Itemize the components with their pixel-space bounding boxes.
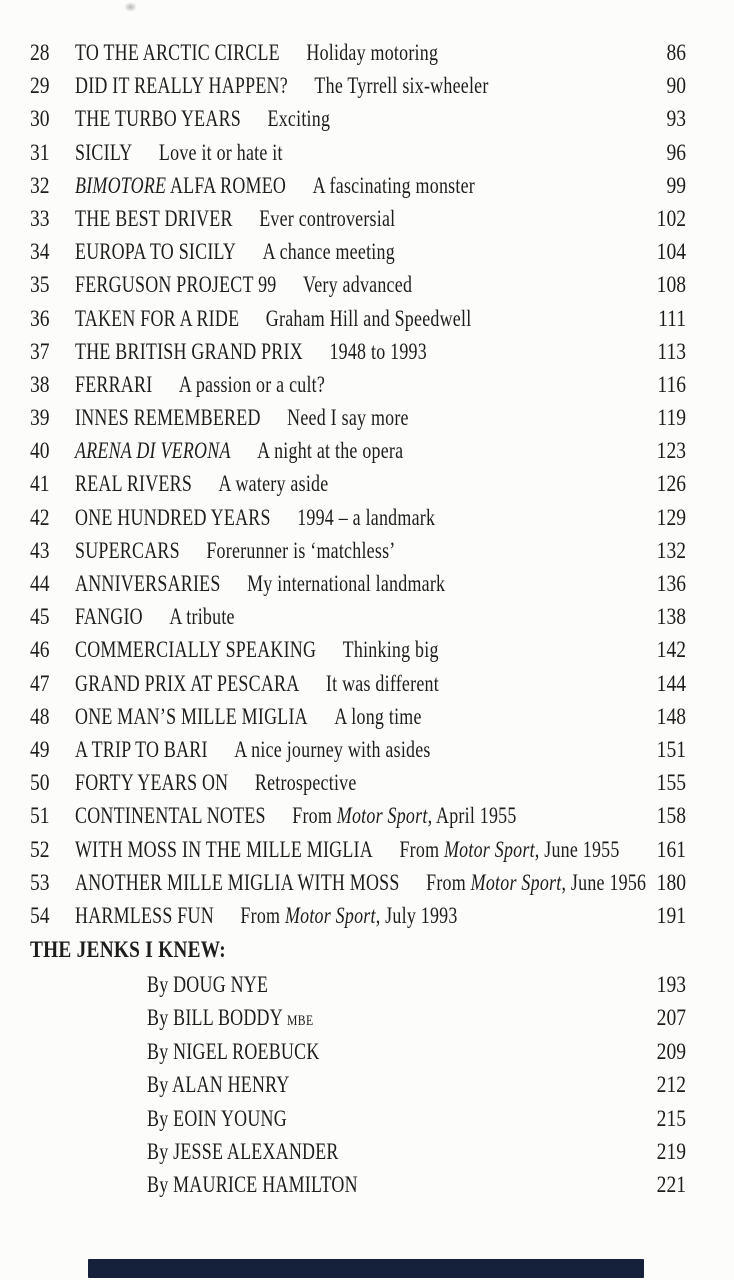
chapter-title: FERRARI (75, 371, 153, 397)
toc-row (30, 368, 686, 401)
toc-row (30, 600, 686, 633)
page-number: 155 (656, 770, 686, 796)
chapter-title: ANNIVERSARIES (75, 571, 221, 596)
chapter-number: 38 (30, 371, 50, 397)
chapter-text (75, 799, 517, 832)
chapter-title: WITH MOSS IN THE MILLE MIGLIA (75, 836, 373, 862)
chapter-title: GRAND PRIX AT PESCARA (75, 670, 300, 696)
toc-row (30, 202, 686, 235)
page-number: 126 (656, 471, 686, 497)
toc-row (30, 501, 686, 534)
chapter-text (75, 69, 513, 102)
toc-row (30, 534, 686, 567)
contributor (30, 1102, 636, 1135)
page-number: 138 (656, 604, 686, 630)
chapter-title: COMMERCIALLY SPEAKING (75, 637, 317, 663)
chapter-title: FANGIO (75, 604, 143, 630)
chapter-number: 29 (30, 73, 50, 99)
chapter-title: DID IT REALLY HAPPEN? (75, 73, 288, 99)
toc-row (30, 401, 686, 434)
page-number: 104 (656, 239, 686, 265)
chapter-title: ONE HUNDRED YEARS (75, 504, 271, 530)
chapter-title: A TRIP TO BARI (75, 736, 208, 762)
page-number: 111 (658, 305, 686, 331)
chapter-number: 34 (30, 239, 50, 265)
chapter-text (75, 899, 513, 932)
chapter-text (75, 36, 513, 69)
contributor-row (30, 1001, 686, 1034)
chapter-subtitle: A chance meeting (262, 239, 395, 265)
contributor-row (30, 1135, 686, 1168)
chapter-number: 37 (30, 338, 50, 364)
chapter-number: 43 (30, 537, 50, 563)
page-number: 113 (657, 338, 686, 364)
chapter-number: 42 (30, 504, 50, 530)
section-heading-row (30, 932, 686, 968)
contributor-name: By JESSE ALEXANDER (147, 1139, 339, 1165)
toc-row (30, 36, 686, 69)
chapter-number: 40 (30, 438, 50, 464)
contributor-row (30, 1068, 686, 1101)
chapter-text (75, 600, 513, 633)
chapter-number: 32 (30, 172, 50, 198)
chapter-number: 33 (30, 205, 50, 231)
contributor (30, 1135, 636, 1168)
chapter-title: CONTINENTAL NOTES (75, 803, 266, 829)
honorific-mbe: MBE (286, 1013, 314, 1030)
chapter-text (75, 866, 647, 899)
chapter-number: 48 (30, 703, 50, 729)
chapter-text (75, 136, 513, 169)
chapter-text (75, 467, 513, 500)
page-number: 158 (656, 803, 686, 829)
toc-row (30, 335, 686, 368)
chapter-subtitle: My international landmark (247, 571, 446, 596)
page-number: 108 (656, 272, 686, 298)
toc-row (30, 899, 686, 932)
chapter-number: 46 (30, 637, 50, 663)
chapter-title: ARENA DI VERONA (75, 438, 231, 464)
chapter-text (75, 633, 513, 666)
chapter-title: FORTY YEARS ON (75, 770, 229, 796)
chapter-subtitle: A passion or a cult? (178, 371, 326, 397)
scan-artifact-bar (88, 1259, 644, 1278)
contributor-row (30, 968, 686, 1001)
toc-row (30, 69, 686, 102)
contributor (30, 1001, 636, 1038)
chapter-subtitle: Retrospective (254, 770, 357, 796)
chapter-title: THE TURBO YEARS (75, 106, 241, 132)
chapter-text (75, 202, 513, 235)
contributor (30, 1035, 636, 1068)
chapter-title: EUROPA TO SICILY (75, 239, 237, 265)
toc-row (30, 136, 686, 169)
toc-row (30, 799, 686, 832)
chapter-text (75, 302, 513, 335)
page-number: 99 (666, 172, 686, 198)
toc-row (30, 766, 686, 799)
chapter-text (75, 567, 513, 600)
contributor-name: By DOUG NYE (147, 972, 269, 998)
chapter-subtitle: From Motor Sport, July 1993 (240, 902, 458, 928)
toc-row (30, 102, 686, 135)
page-number: 123 (656, 438, 686, 464)
chapter-text (75, 235, 513, 268)
page-number: 136 (656, 571, 686, 596)
contributor-row (30, 1168, 686, 1201)
contributor-name: By BILL BODDY MBE (147, 1005, 314, 1031)
chapter-text (75, 335, 513, 368)
chapter-title: TO THE ARCTIC CIRCLE (75, 40, 280, 65)
chapter-title: THE BEST DRIVER (75, 205, 233, 231)
chapter-title: INNES REMEMBERED (75, 405, 261, 431)
chapter-subtitle: Exciting (267, 106, 331, 132)
contributor-name: By ALAN HENRY (147, 1072, 290, 1098)
page-number: 102 (656, 205, 686, 231)
page-number: 93 (666, 106, 686, 132)
toc-row (30, 434, 686, 467)
chapter-number: 39 (30, 405, 50, 431)
chapter-text (75, 434, 513, 467)
toc-row (30, 866, 686, 899)
chapter-text (75, 534, 513, 567)
chapter-subtitle: 1994 – a landmark (297, 504, 436, 530)
page-number: 193 (656, 972, 686, 998)
page-number: 116 (657, 371, 686, 397)
chapter-text (75, 733, 513, 766)
chapter-title: REAL RIVERS (75, 471, 193, 497)
chapter-title: SUPERCARS (75, 537, 180, 563)
chapter-number: 36 (30, 305, 50, 331)
chapter-text (75, 833, 620, 866)
chapter-text (75, 401, 513, 434)
chapter-number: 53 (30, 869, 50, 895)
page-number: 90 (666, 73, 686, 99)
page-number: 132 (656, 537, 686, 563)
chapter-title: FERGUSON PROJECT 99 (75, 272, 277, 298)
chapter-number: 30 (30, 106, 50, 132)
page-number: 148 (656, 703, 686, 729)
chapter-text (75, 268, 513, 301)
page-number: 144 (656, 670, 686, 696)
chapter-subtitle: A tribute (169, 604, 235, 630)
page-number: 221 (656, 1172, 686, 1198)
chapter-subtitle: From Motor Sport, June 1956 (426, 869, 647, 895)
chapter-number: 47 (30, 670, 50, 696)
chapter-subtitle: A night at the opera (257, 438, 404, 464)
toc-row (30, 667, 686, 700)
chapter-text (75, 501, 513, 534)
page-number: 142 (656, 637, 686, 663)
chapter-text (75, 169, 513, 202)
contributor-row (30, 1035, 686, 1068)
toc-row (30, 268, 686, 301)
toc-row (30, 235, 686, 268)
chapter-subtitle: A fascinating monster (312, 172, 475, 198)
chapter-text (75, 700, 513, 733)
chapter-title: THE BRITISH GRAND PRIX (75, 338, 303, 364)
chapter-number: 31 (30, 139, 50, 165)
scan-speckle (124, 2, 137, 12)
chapter-text (75, 766, 513, 799)
chapter-subtitle: A nice journey with asides (234, 736, 431, 762)
chapter-text (75, 102, 513, 135)
chapter-title: HARMLESS FUN (75, 902, 214, 928)
chapter-subtitle: Very advanced (303, 272, 413, 298)
chapter-number: 41 (30, 471, 50, 497)
chapter-subtitle: A watery aside (218, 471, 329, 497)
section-heading: THE JENKS I KNEW: (30, 937, 226, 963)
chapter-title: ANOTHER MILLE MIGLIA WITH MOSS (75, 869, 400, 895)
chapter-subtitle: 1948 to 1993 (329, 338, 427, 364)
chapter-subtitle: Ever controversial (259, 205, 396, 231)
page-number: 86 (666, 40, 686, 65)
toc-row (30, 733, 686, 766)
chapter-subtitle: Thinking big (342, 637, 439, 663)
toc-row (30, 700, 686, 733)
chapter-subtitle: A long time (334, 703, 422, 729)
chapter-text (75, 667, 513, 700)
chapter-title: SICILY (75, 139, 133, 165)
toc-row (30, 169, 686, 202)
chapter-number: 54 (30, 902, 50, 928)
contributor-row (30, 1102, 686, 1135)
chapter-text (75, 368, 513, 401)
chapter-subtitle: Holiday motoring (306, 40, 439, 65)
chapter-number: 35 (30, 272, 50, 298)
chapter-subtitle: Graham Hill and Speedwell (265, 305, 472, 331)
page-number: 129 (656, 504, 686, 530)
chapter-number: 44 (30, 571, 50, 596)
contributor-name: By NIGEL ROEBUCK (147, 1038, 320, 1064)
page-number: 219 (656, 1139, 686, 1165)
page-number: 119 (657, 405, 686, 431)
chapter-number: 51 (30, 803, 50, 829)
contributor (30, 968, 636, 1001)
contributor-name: By MAURICE HAMILTON (147, 1172, 358, 1198)
page-number: 215 (656, 1105, 686, 1131)
toc-row (30, 567, 686, 600)
chapter-subtitle: From Motor Sport, April 1955 (292, 803, 517, 829)
contributor (30, 1068, 636, 1101)
page-number: 191 (656, 902, 686, 928)
chapter-subtitle: Forerunner is ‘matchless’ (206, 537, 396, 563)
toc-row (30, 467, 686, 500)
chapter-list (30, 36, 686, 932)
chapter-subtitle: It was different (325, 670, 439, 696)
contributor (30, 1168, 636, 1201)
page-number: 96 (666, 139, 686, 165)
chapter-title: TAKEN FOR A RIDE (75, 305, 240, 331)
chapter-subtitle: Love it or hate it (158, 139, 283, 165)
toc-row (30, 633, 686, 666)
page-number: 212 (656, 1072, 686, 1098)
toc-row (30, 833, 686, 866)
chapter-title: ONE MAN’S MILLE MIGLIA (75, 703, 308, 729)
toc-row (30, 302, 686, 335)
chapter-number: 52 (30, 836, 50, 862)
chapter-title: BIMOTORE ALFA ROMEO (75, 172, 287, 198)
page-number: 180 (656, 869, 686, 895)
chapter-subtitle: From Motor Sport, June 1955 (399, 836, 620, 862)
chapter-number: 28 (30, 40, 50, 65)
table-of-contents (30, 36, 686, 1202)
page-number: 151 (656, 736, 686, 762)
chapter-number: 50 (30, 770, 50, 796)
page-number: 209 (656, 1038, 686, 1064)
contributor-list (30, 968, 686, 1202)
chapter-subtitle: Need I say more (287, 405, 409, 431)
chapter-subtitle: The Tyrrell six-wheeler (314, 73, 489, 99)
page-number: 161 (656, 836, 686, 862)
chapter-number: 45 (30, 604, 50, 630)
chapter-number: 49 (30, 736, 50, 762)
page-number: 207 (656, 1005, 686, 1031)
contributor-name: By EOIN YOUNG (147, 1105, 287, 1131)
